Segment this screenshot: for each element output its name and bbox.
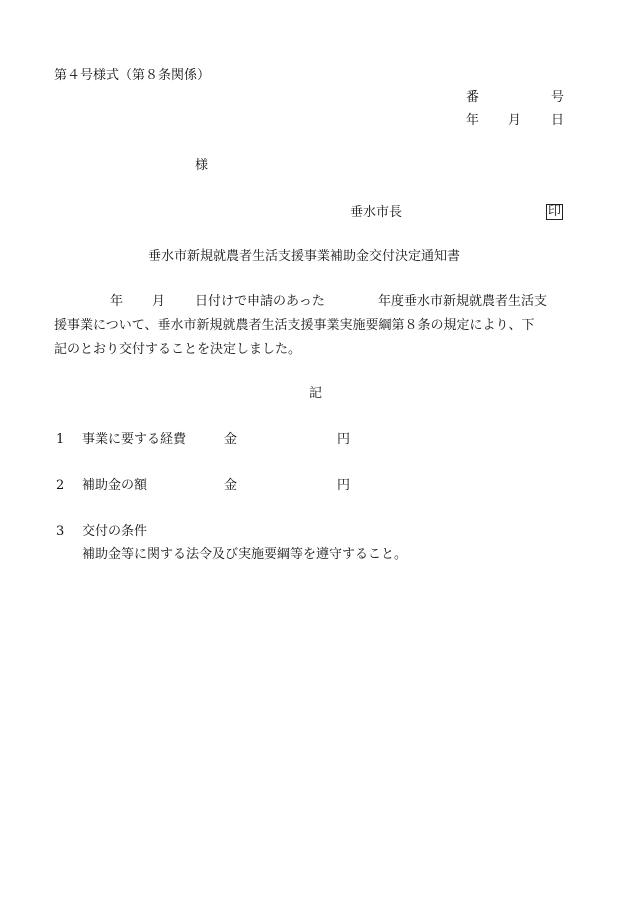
body-date-day-text: 日付けで申請のあった	[195, 294, 325, 309]
number-label-go: 号	[551, 90, 565, 105]
body-line3: 記のとおり交付することを決定しました。	[54, 342, 302, 357]
item-2-unit: 円	[337, 478, 351, 493]
addressee-suffix: 様	[195, 158, 209, 173]
item-2-prefix: 金	[224, 478, 238, 493]
document-title: 垂水市新規就農者生活支援事業補助金交付決定通知書	[148, 249, 461, 264]
seal-mark: 印	[548, 204, 562, 219]
ki-heading: 記	[309, 386, 323, 401]
body-line2: 援事業について、垂水市新規就農者生活支援事業実施要綱第８条の規定により、下	[54, 318, 535, 333]
number-label-ban: 番	[466, 90, 480, 105]
item-1-label: 事業に要する経費	[82, 432, 187, 447]
body-date-month: 月	[152, 294, 166, 309]
form-number: 第４号様式（第８条関係）	[54, 68, 211, 83]
item-1-prefix: 金	[224, 432, 238, 447]
issuer-seal	[546, 204, 563, 220]
date-day-label: 日	[551, 113, 565, 128]
item-1-number: 1	[56, 432, 65, 447]
item-2-label: 補助金の額	[82, 478, 148, 493]
item-1-unit: 円	[337, 432, 351, 447]
date-year-label: 年	[466, 113, 480, 128]
body-date-year: 年	[110, 294, 124, 309]
issuer-title: 垂水市長	[350, 205, 403, 220]
body-line1-end: 年度垂水市新規就農者生活支	[378, 294, 548, 309]
date-month-label: 月	[508, 113, 522, 128]
item-3-label: 交付の条件	[82, 524, 148, 539]
item-2-number: 2	[56, 478, 65, 493]
item-3-detail: 補助金等に関する法令及び実施要綱等を遵守すること。	[82, 547, 408, 562]
item-3-number: 3	[56, 524, 65, 539]
